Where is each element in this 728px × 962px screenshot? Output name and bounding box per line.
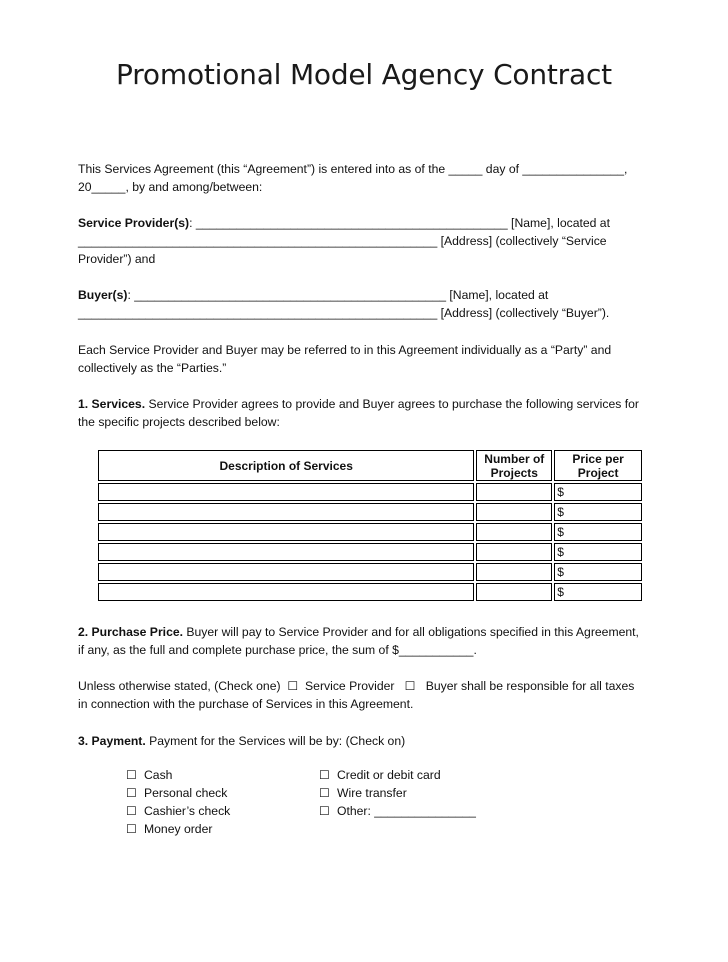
section-1-heading: 1. Services.	[78, 397, 146, 411]
checkbox-other[interactable]: ☐	[319, 804, 330, 818]
section-3-paragraph	[78, 732, 668, 750]
taxes-option-service-provider: Service Provider	[305, 679, 395, 693]
section-1-paragraph	[78, 395, 668, 431]
payment-option-credit-card	[319, 766, 476, 784]
table-row	[98, 523, 642, 541]
taxes-checkbox-service-provider[interactable]: ☐	[287, 679, 299, 693]
checkbox-cash[interactable]: ☐	[126, 768, 137, 782]
payment-label-money-order: Money order	[144, 822, 213, 836]
parties-line-2: collectively as the “Parties.”	[78, 361, 227, 375]
section-2-line-1: Buyer will pay to Service Provider and for all obligations specified in this Agreement,	[183, 625, 639, 639]
taxes-line-1-prefix: Unless otherwise stated, (Check one)	[78, 679, 281, 693]
payment-option-cash	[126, 766, 230, 784]
payment-option-cashiers-check	[126, 802, 230, 820]
taxes-line-2: in connection with the purchase of Services in this Agreement.	[78, 697, 414, 711]
header-number-of-projects-line-2: Projects	[490, 465, 538, 480]
section-1-line-1: Service Provider agrees to provide and Buyer agrees to purchase the following services for	[145, 397, 639, 411]
buyer-paragraph	[78, 286, 668, 322]
taxes-option-buyer: Buyer shall be responsible for all taxes	[425, 679, 635, 693]
payment-option-personal-check	[126, 784, 230, 802]
payment-label-credit-card: Credit or debit card	[337, 768, 441, 782]
header-description: Description of Services	[98, 450, 474, 481]
service-provider-line-1: : ______________________________________________ [Name], located at	[189, 216, 610, 230]
parties-paragraph	[78, 341, 668, 377]
price-cell[interactable]: $	[554, 563, 642, 581]
payment-option-money-order	[126, 820, 230, 838]
table-row	[98, 543, 642, 561]
description-cell[interactable]	[98, 503, 474, 521]
description-cell[interactable]	[98, 523, 474, 541]
header-number-of-projects	[476, 450, 552, 481]
header-price-per-project	[554, 450, 642, 481]
payment-options-right	[319, 766, 476, 820]
price-cell[interactable]: $	[554, 523, 642, 541]
section-3-text: Payment for the Services will be by: (Check on)	[145, 734, 406, 748]
payment-option-other	[319, 802, 476, 820]
taxes-paragraph	[78, 677, 678, 713]
checkbox-credit-card[interactable]: ☐	[319, 768, 330, 782]
payment-label-personal-check: Personal check	[144, 786, 228, 800]
service-provider-paragraph	[78, 214, 668, 268]
service-provider-line-3: Provider”) and	[78, 252, 156, 266]
buyer-line-1: : ______________________________________________ [Name], located at	[127, 288, 549, 302]
section-3-heading: 3. Payment.	[78, 734, 146, 748]
projects-cell[interactable]	[476, 483, 552, 501]
description-cell[interactable]	[98, 543, 474, 561]
checkbox-money-order[interactable]: ☐	[126, 822, 137, 836]
price-cell[interactable]: $	[554, 583, 642, 601]
payment-option-wire-transfer	[319, 784, 476, 802]
description-cell[interactable]	[98, 563, 474, 581]
price-cell[interactable]: $	[554, 503, 642, 521]
section-2-line-2: if any, as the full and complete purchase price, the sum of $___________.	[78, 643, 477, 657]
taxes-checkbox-buyer[interactable]: ☐	[404, 679, 416, 693]
projects-cell[interactable]	[476, 563, 552, 581]
section-2-heading: 2. Purchase Price.	[78, 625, 184, 639]
price-cell[interactable]: $	[554, 543, 642, 561]
parties-line-1: Each Service Provider and Buyer may be referred to in this Agreement individually as a “Party” and	[78, 343, 612, 357]
intro-line-1: This Services Agreement (this “Agreement”) is entered into as of the _____ day of _______________,	[78, 162, 628, 176]
payment-label-cashiers-check: Cashier’s check	[144, 804, 231, 818]
service-provider-line-2: _____________________________________________________ [Address] (collectively “Service	[78, 234, 607, 248]
checkbox-personal-check[interactable]: ☐	[126, 786, 137, 800]
document-title: Promotional Model Agency Contract	[116, 58, 612, 91]
price-cell[interactable]: $	[554, 483, 642, 501]
checkbox-cashiers-check[interactable]: ☐	[126, 804, 137, 818]
table-row	[98, 583, 642, 601]
payment-label-cash: Cash	[144, 768, 173, 782]
header-number-of-projects-line-1: Number of	[484, 451, 545, 466]
header-price-per-project-line-1: Price per	[572, 451, 624, 466]
table-row	[98, 503, 642, 521]
services-table-header	[98, 450, 642, 481]
service-provider-label: Service Provider(s)	[78, 216, 190, 230]
intro-line-2: 20_____, by and among/between:	[78, 180, 263, 194]
description-cell[interactable]	[98, 583, 474, 601]
section-2-paragraph	[78, 623, 668, 659]
projects-cell[interactable]	[476, 523, 552, 541]
buyer-label: Buyer(s)	[78, 288, 128, 302]
header-price-per-project-line-2: Project	[577, 465, 619, 480]
buyer-line-2: _____________________________________________________ [Address] (collectively “Buyer”).	[78, 306, 610, 320]
intro-paragraph	[78, 160, 668, 196]
checkbox-wire-transfer[interactable]: ☐	[319, 786, 330, 800]
projects-cell[interactable]	[476, 583, 552, 601]
payment-label-wire-transfer: Wire transfer	[337, 786, 407, 800]
payment-options-left	[126, 766, 230, 838]
projects-cell[interactable]	[476, 503, 552, 521]
table-row	[98, 483, 642, 501]
table-row	[98, 563, 642, 581]
description-cell[interactable]	[98, 483, 474, 501]
services-table	[96, 448, 644, 603]
projects-cell[interactable]	[476, 543, 552, 561]
payment-label-other: Other: _______________	[337, 804, 476, 818]
section-1-line-2: the specific projects described below:	[78, 415, 280, 429]
